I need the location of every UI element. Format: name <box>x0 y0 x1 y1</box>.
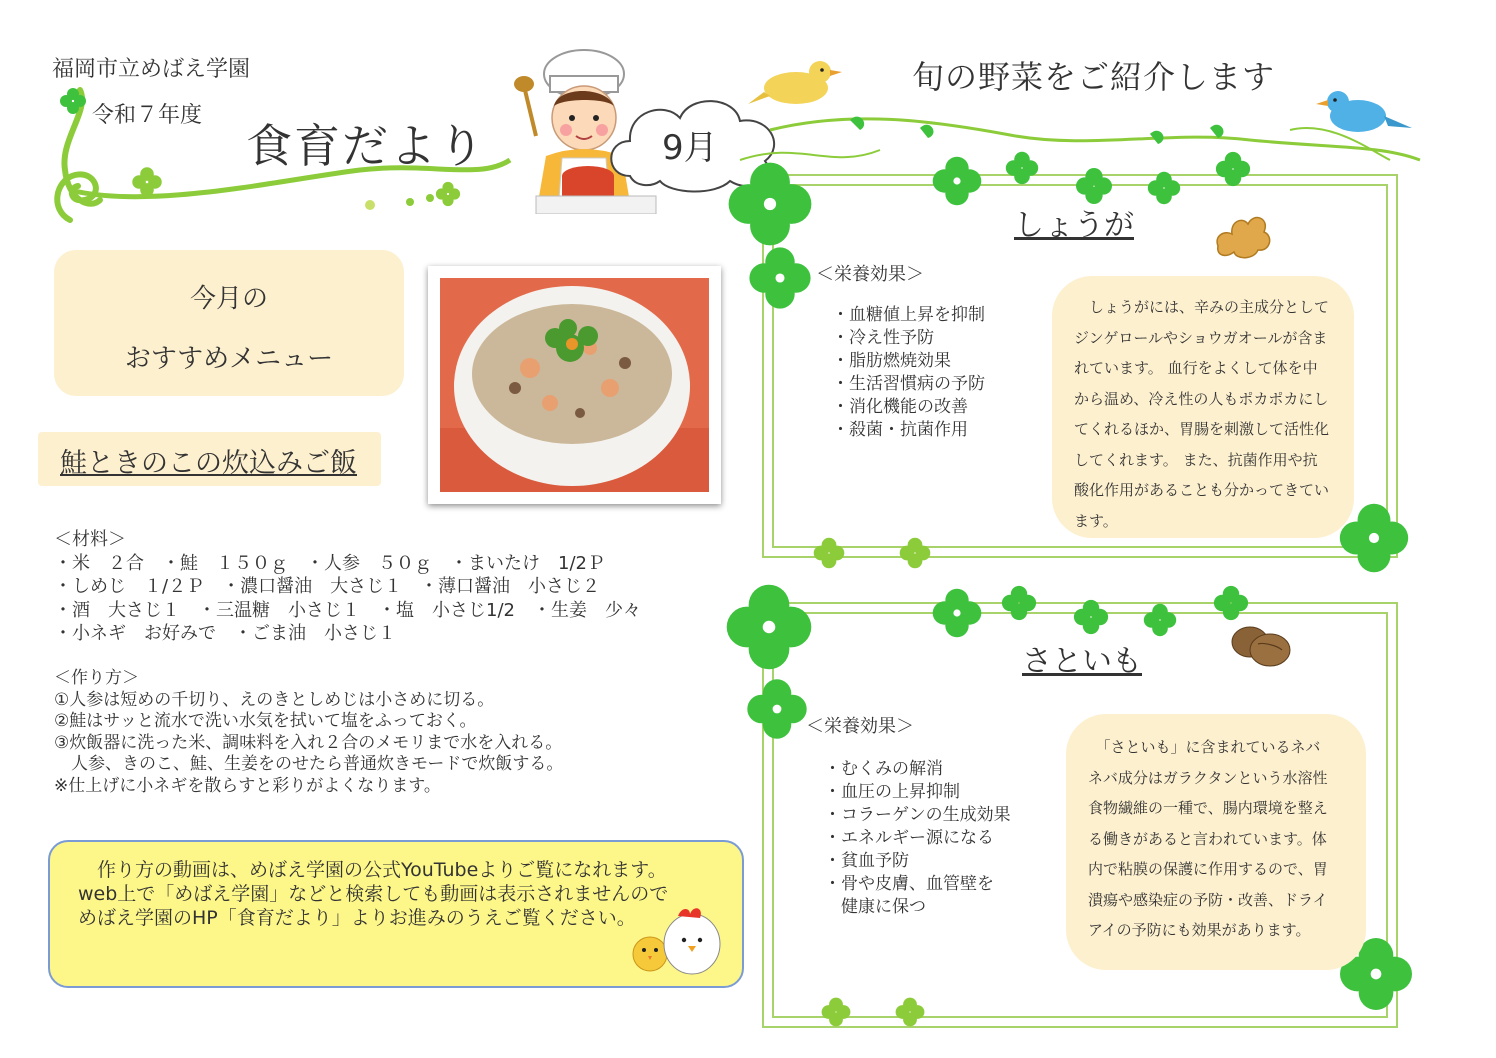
clover-icon <box>1146 170 1182 206</box>
dish-name-box <box>38 432 381 486</box>
blue-bird-icon <box>1314 82 1414 142</box>
clover-icon <box>130 165 164 199</box>
newsletter-title: 食育だより <box>246 119 486 173</box>
clover-icon <box>1214 150 1252 188</box>
clover-icon <box>1142 602 1178 638</box>
fiscal-year: 令和７年度 <box>92 103 203 128</box>
menu-card-line1: 今月の <box>189 284 268 314</box>
taro-description: 「さといも」に含まれているネバ ネバ成分はガラクタンという水溶性 食物繊維の一種で、腸内環境を整え る働きがあると言われています。体 内で粘膜の保護に作用するので、胃 潰瘍や感染症の予防・改善、ドライ アイの予防にも効果があります。 <box>1088 738 1328 939</box>
menu-card-line2: おすすめメニュー <box>124 344 334 374</box>
yellow-bird-icon <box>746 52 846 112</box>
ingredients-list: ＜材料＞ ・米 ２合 ・鮭 １５０ｇ ・人参 ５０ｇ ・まいたけ 1/2Ｐ ・しめじ １/２Ｐ ・濃口醤油 大さじ１ ・薄口醤油 小さじ２ ・酒 大さじ１ ・三温糖 小さじ１ ・塩 小さじ1/2 ・生姜 少々 ・小ネギ お好みで ・ごま油 小さじ１ <box>54 529 641 644</box>
taro-nutrition-heading: ＜栄養効果＞ <box>806 716 914 737</box>
clover-icon <box>1000 584 1038 622</box>
clover-icon <box>434 180 462 208</box>
clover-icon <box>722 580 816 674</box>
ginger-nutrition-list: ・血糖値上昇を抑制 ・冷え性予防 ・脂肪燃焼効果 ・生活習慣病の予防 ・消化機能の改善 ・殺菌・抗菌作用 <box>832 305 985 440</box>
clover-icon <box>58 86 88 116</box>
clover-icon <box>898 536 932 570</box>
clover-icon <box>820 996 852 1028</box>
ginger-nutrition-heading: ＜栄養効果＞ <box>816 264 924 285</box>
clover-icon <box>1004 150 1040 186</box>
cooking-steps: ＜作り方＞ ①人参は短めの千切り、えのきとしめじは小さめに切る。 ②鮭はサッと流水で洗い水気を拭いて塩をふっておく。 ③炊飯器に洗った米、調味料を入れ２合のメモリまで水を入れる。 人参、きのこ、鮭、生姜をのせたら普通炊きモードで炊飯する。 ※仕上げに小ネギを散らすと彩りがよくなります。 <box>54 668 564 796</box>
clover-icon <box>744 676 810 742</box>
recommended-menu-card <box>54 250 404 396</box>
taro-icon <box>1228 620 1294 670</box>
clover-icon <box>930 586 984 640</box>
section-title-seasonal-vegetables: 旬の野菜をご紹介します <box>912 58 1276 96</box>
video-note-box <box>48 840 744 988</box>
ginger-description: しょうがには、辛みの主成分として ジンゲロールやショウガオールが含ま れています。 血行をよくして体を中 から温め、冷え性の人もポカポカにし てくれるほか、胃腸を刺激して活性化 してくれます。 また、抗菌作用や抗 酸化作用があることも分かってきてい ます。 <box>1074 298 1330 530</box>
video-note-text: 作り方の動画は、めばえ学園の公式YouTubeよりご覧になれます。 web上で「めばえ学園」などと検索しても動画は表示されませんので めばえ学園のHP「食育だより」よりお進みのうえご覧ください。 <box>78 859 669 929</box>
month-label: 9月 <box>662 128 718 168</box>
clover-icon <box>746 244 814 312</box>
dish-name: 鮭ときのこの炊込みご飯 <box>60 448 357 479</box>
rice-bowl-photo <box>440 278 709 492</box>
school-name: 福岡市立めばえ学園 <box>52 57 251 82</box>
chicken-chick-illustration <box>630 902 730 978</box>
clover-icon <box>1212 584 1250 622</box>
dish-photo <box>428 266 721 504</box>
ginger-title: しょうが <box>1014 208 1134 243</box>
clover-icon <box>1072 598 1110 636</box>
clover-icon <box>812 536 846 570</box>
ginger-icon <box>1210 206 1276 262</box>
clover-icon <box>930 154 984 208</box>
clover-icon <box>894 996 926 1028</box>
taro-title: さといも <box>1022 644 1142 679</box>
taro-nutrition-list: ・むくみの解消 ・血圧の上昇抑制 ・コラーゲンの生成効果 ・エネルギー源になる ・貧血予防 ・骨や皮膚、血管壁を 健康に保つ <box>824 759 1011 917</box>
clover-icon <box>724 158 816 250</box>
